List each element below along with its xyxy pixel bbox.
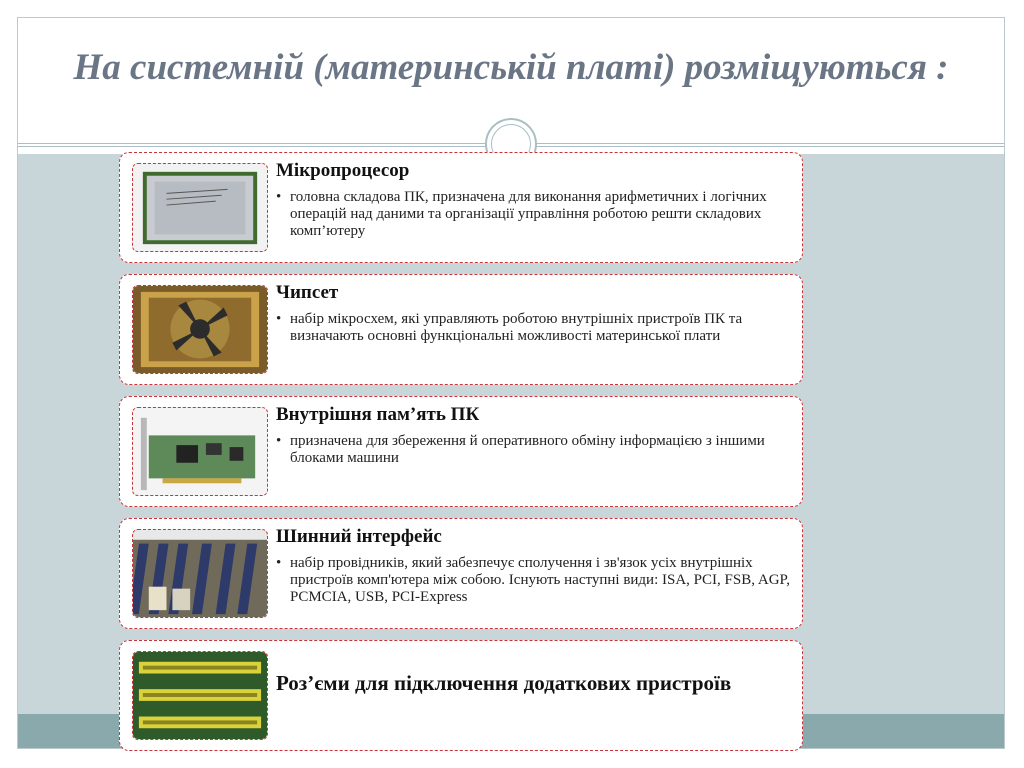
card-internal-memory — [119, 396, 803, 507]
bullet-item — [276, 311, 792, 345]
bullet-text: набір провідників, який забезпечує сполучення і зв'язок усіх внутрішніх пристроїв комп'ютера між собою. Існують наступні види: ISA, PCI, FSB, AGP, PCMCIA, USB, PCI-Express — [290, 555, 790, 605]
card-expansion-connectors — [119, 640, 803, 751]
card-title: Шинний інтерфейс — [276, 526, 442, 547]
card-title: Чипсет — [276, 282, 339, 303]
card-bus-interface — [119, 518, 803, 629]
chipset-image — [132, 285, 268, 374]
card-title: Мікропроцесор — [276, 160, 410, 181]
bullet-dot-icon: • — [276, 433, 282, 449]
bus-slots-image — [132, 529, 268, 618]
card-title: Внутрішня пам’ять ПК — [276, 404, 480, 425]
slide-title: На системній (материнській платі) розміщуються : — [73, 47, 949, 88]
card-title: Роз’єми для підключення додаткових пристроїв — [276, 671, 732, 695]
cpu-image — [132, 163, 268, 252]
card-chipset — [119, 274, 803, 385]
memory-card-image — [132, 407, 268, 496]
bullet-text: головна складова ПК, призначена для виконання арифметичних і логічних операцій над даними та організації управління роботою решти складових комп’ютеру — [290, 189, 767, 239]
card-microprocessor — [119, 152, 803, 263]
expansion-slots-image — [132, 651, 268, 740]
bullet-item — [276, 189, 792, 240]
bullet-item — [276, 555, 792, 606]
bullet-text: набір мікросхем, які управляють роботою внутрішніх пристроїв ПК та визначають основні функціональні можливості материнської плати — [290, 311, 743, 344]
bullet-dot-icon: • — [276, 555, 282, 571]
bullet-item — [276, 433, 792, 467]
bullet-text: призначена для збереження й оперативного обміну інформацією з іншими блоками машини — [290, 433, 765, 466]
bullet-dot-icon: • — [276, 189, 282, 205]
bullet-dot-icon: • — [276, 311, 282, 327]
